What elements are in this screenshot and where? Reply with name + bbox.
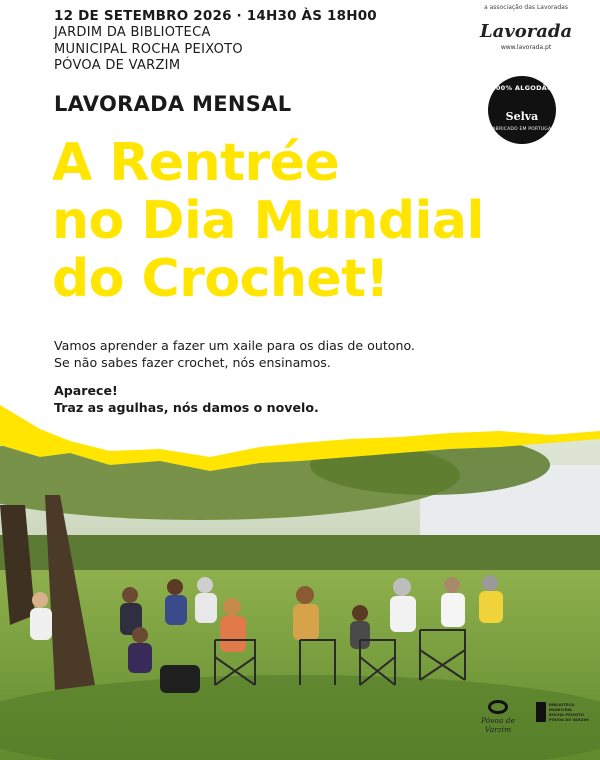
description-line-1: Vamos aprender a fazer um xaile para os dias de outono.	[54, 338, 415, 353]
biblioteca-line-2: ROCHA PEIXOTO	[549, 712, 585, 717]
povoa-de-varzim-logo	[470, 700, 526, 734]
main-title	[52, 134, 572, 308]
kicker-heading: LAVORADA MENSAL	[54, 92, 292, 116]
povoa-mark-icon	[488, 700, 508, 714]
cta-line-2: Traz as agulhas, nós damos o novelo.	[54, 400, 319, 415]
title-line-3: do Crochet!	[52, 249, 389, 309]
description-line-2: Se não sabes fazer crochet, nós ensinamos.	[54, 355, 331, 370]
biblioteca-line-3: PÓVOA DE VARZIM	[549, 717, 589, 722]
selva-brand: Selva	[505, 110, 539, 123]
selva-bottom-text: FABRICADO EM PORTUGAL	[490, 127, 554, 132]
biblioteca-mark-icon	[536, 702, 546, 722]
venue-line-2: MUNICIPAL ROCHA PEIXOTO	[54, 41, 243, 57]
title-line-2: no Dia Mundial	[52, 191, 484, 251]
event-header	[54, 8, 414, 75]
lavorada-logo	[480, 4, 572, 60]
biblioteca-logo	[536, 702, 596, 722]
title-line-1: A Rentrée	[52, 133, 340, 193]
lavorada-url: www.lavorada.pt	[500, 44, 552, 51]
footer-logos	[470, 700, 590, 736]
venue-line-1: JARDIM DA BIBLIOTECA	[54, 25, 211, 40]
selva-top-text: 100% ALGODÃO	[491, 84, 553, 92]
cta-line-1: Aparece!	[54, 383, 118, 398]
event-date-time: 12 DE SETEMBRO 2026 · 14H30 ÀS 18H00	[54, 8, 377, 24]
venue-line-3: PÓVOA DE VARZIM	[54, 58, 181, 73]
povoa-name: Póvoa de Varzim	[480, 716, 516, 734]
biblioteca-line-1: BIBLIOTECA MUNICIPAL	[549, 702, 575, 712]
lavorada-name: Lavorada	[480, 21, 573, 42]
lavorada-tagline: a associação das Lavoradas	[484, 4, 568, 11]
